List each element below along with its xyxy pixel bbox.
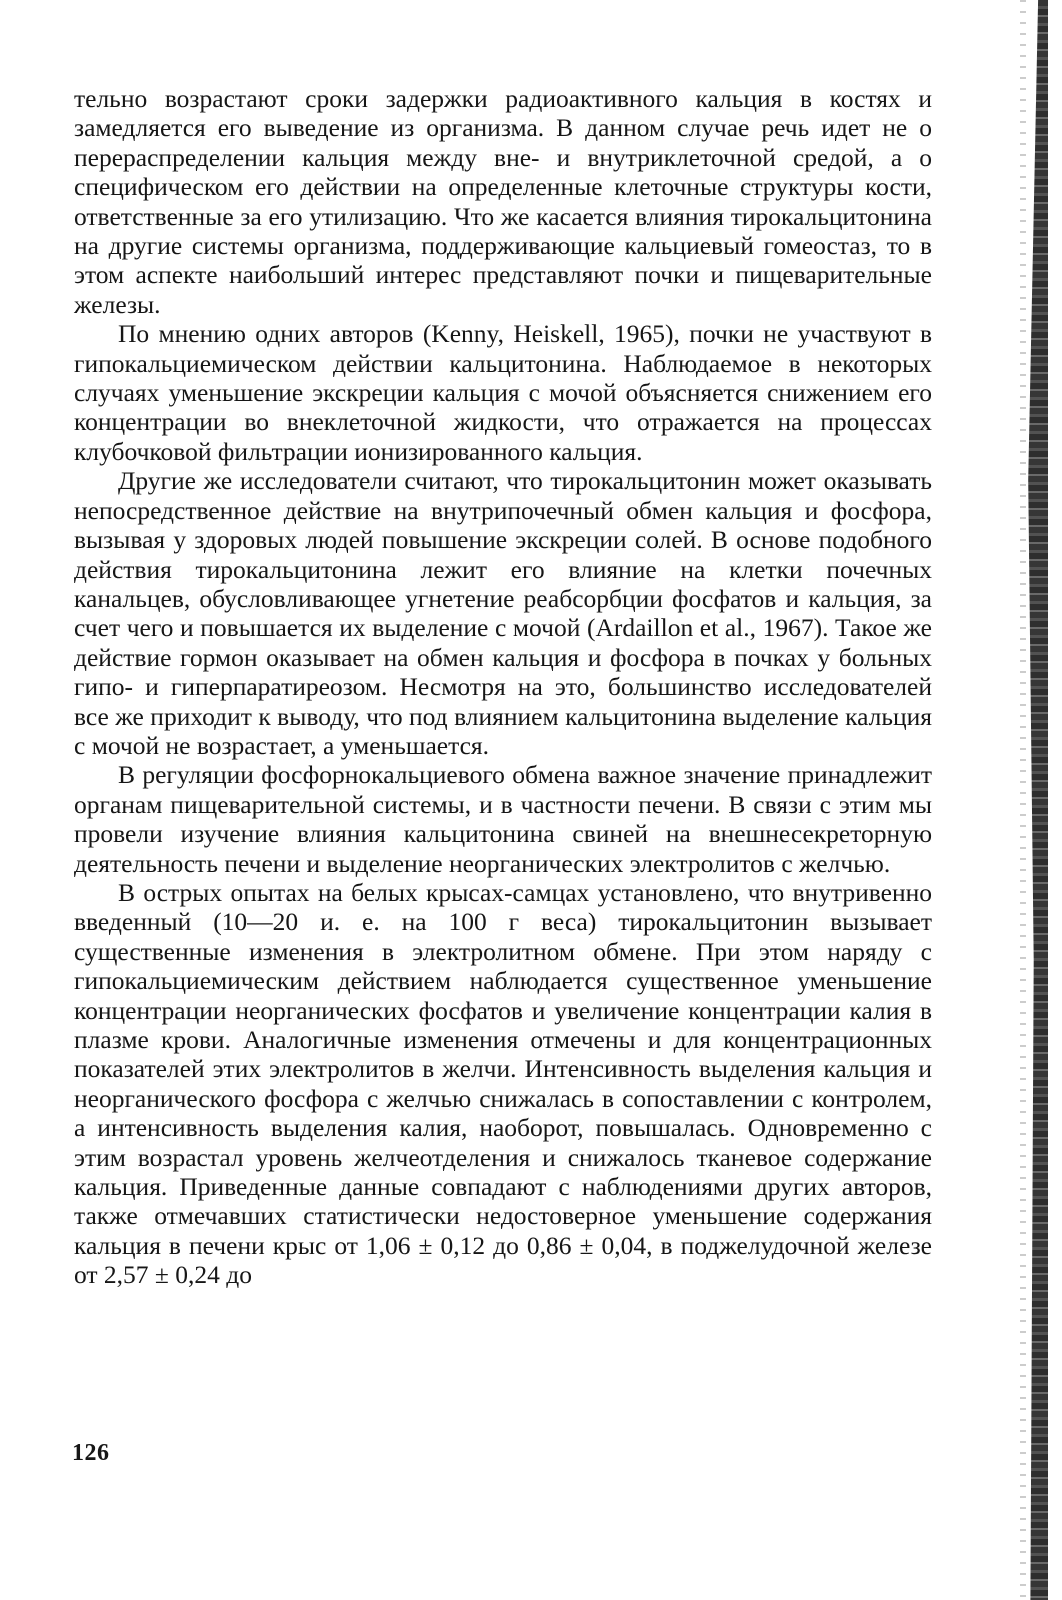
- scan-edge-artifact: [1026, 0, 1048, 1600]
- paragraph-3: Другие же исследователи считают, что тирокальцитонин может оказывать непосредственное действие на внутрипочечный обмен кальция и фосфора, вызывая у здоровых людей повышение экскреции солей. В основе подобного действия тирокальцитонина лежит его влияние на клетки почечных канальцев, обусловливающее угнетение реабсорбции фосфатов и кальция, за счет чего и повышается их выделение с мочой (Ardaillon et al., 1967). Такое же действие гормон оказывает на обмен кальция и фосфора в почках у больных гипо- и гиперпаратиреозом. Несмотря на это, большинство исследователей все же приходит к выводу, что под влиянием кальцитонина выделение кальция с мочой не возрастает, а уменьшается.: [74, 466, 932, 760]
- paragraph-4: В регуляции фосфорнокальциевого обмена важное значение принадлежит органам пищеварительной системы, и в частности печени. В связи с этим мы провели изучение влияния кальцитонина свиней на внешнесекреторную деятельность печени и выделение неорганических электролитов с желчью.: [74, 760, 932, 878]
- scan-edge-shadow: [1020, 0, 1026, 1600]
- paragraph-5: В острых опытах на белых крысах-самцах установлено, что внутривенно введенный (10—20 и. е. на 100 г веса) тирокальцитонин вызывает существенные изменения в электролитном обмене. При этом наряду с гипокальциемическим действием наблюдается существенное уменьшение концентрации неорганических фосфатов и увеличение концентрации калия в плазме крови. Аналогичные изменения отмечены и для концентрационных показателей этих электролитов в желчи. Интенсивность выделения кальция и неорганического фосфора с желчью снижалась в сопоставлении с контролем, а интенсивность выделения калия, наоборот, повышалась. Одновременно с этим возрастал уровень желчеотделения и снижалось тканевое содержание кальция. Приведенные данные совпадают с наблюдениями других авторов, также отмечавших статистически недостоверное уменьшение содержания кальция в печени крыс от 1,06 ± 0,12 до 0,86 ± 0,04, в поджелудочной железе от 2,57 ± 0,24 до: [74, 877, 932, 1290]
- page-number: 126: [72, 1440, 110, 1466]
- paragraph-2: По мнению одних авторов (Kenny, Heiskell, 1965), почки не участвуют в гипокальциемическом действии кальцитонина. Наблюдаемое в некоторых случаях уменьшение экскреции кальция с мочой объясняется снижением его концентрации во внеклеточной жидкости, что отражается на процессах клубочковой фильтрации ионизированного кальция.: [74, 319, 932, 466]
- body-text: [74, 84, 932, 1290]
- paragraph-1: тельно возрастают сроки задержки радиоактивного кальция в костях и замедляется его выведение из организма. В данном случае речь идет не о перераспределении кальция между вне- и внутриклеточной средой, а о специфическом его действии на определенные клеточные структуры кости, ответственные за его утилизацию. Что же касается влияния тирокальцитонина на другие системы организма, поддерживающие кальциевый гомеостаз, то в этом аспекте наибольший интерес представляют почки и пищеварительные железы.: [74, 84, 932, 319]
